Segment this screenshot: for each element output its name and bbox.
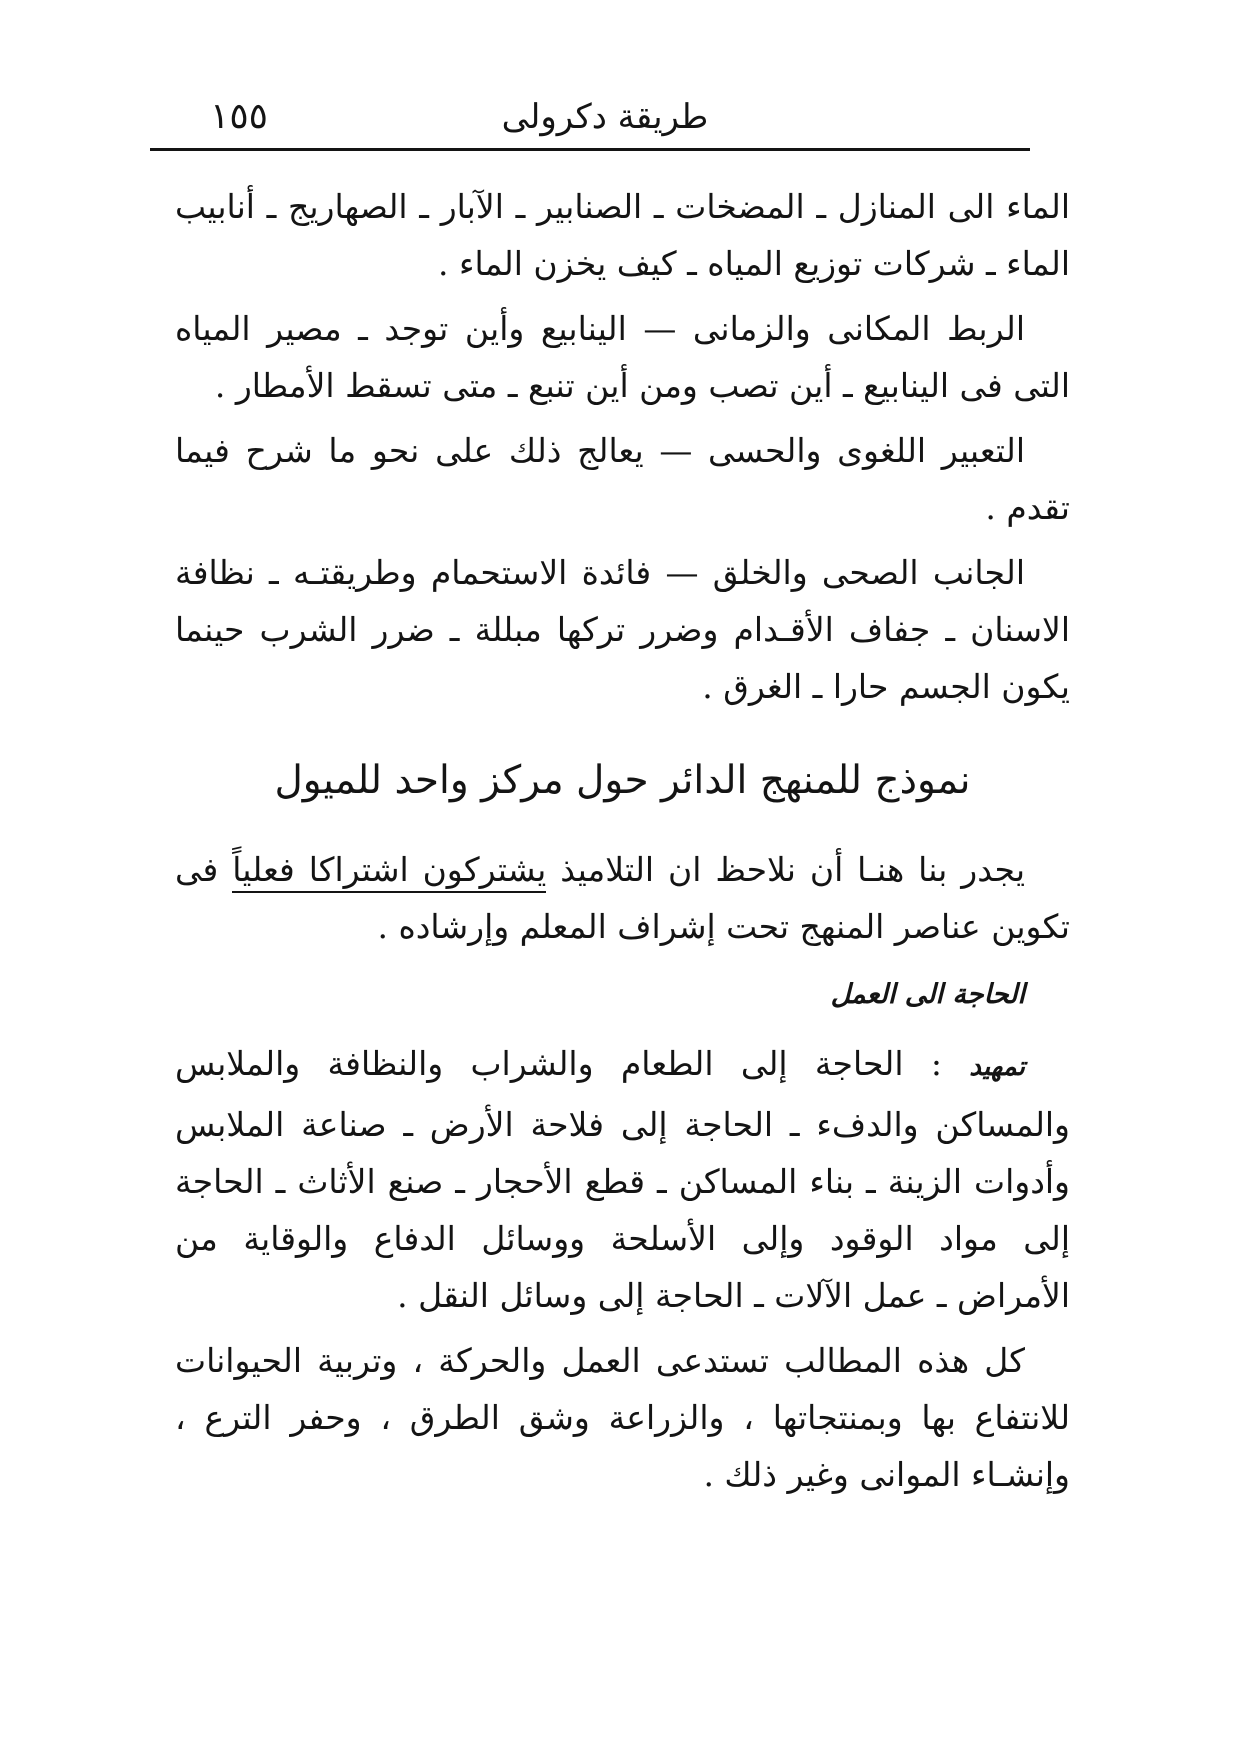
page-number: ١٥٥ [210,96,269,137]
underlined-phrase: يشتركون اشتراكا فعلياً [232,850,546,893]
handwritten-intro-word: تمهيد [969,1052,1025,1082]
running-title: طريقة دكرولى [501,97,709,137]
section-heading: نموذج للمنهج الدائر حول مركز واحد للميول [274,758,971,803]
paragraph-demands: كل هذه المطالب تستدعى العمل والحركة ، وتربية الحيوانات للانتفاع بها وبمنتجاتها ، والزراعة وشق الطرق ، وحفر الترع ، وإنشـاء الموانى وغير ذلك . [175,1341,1070,1494]
page-body [175,178,1070,1511]
needs-text: : الحاجة إلى الطعام والشراب والنظافة والملابس والمساكن والدفء ـ الحاجة إلى فلاحة الأرض ـ صناعة الملابس وأدوات الزينة ـ بناء المساكن ـ قطع الأحجار ـ صنع الأثاث ـ الحاجة إلى مواد الوقود وإلى الأسلحة ووسائل الدفاع والوقاية من الأمراض ـ عمل الآلات ـ الحاجة إلى وسائل النقل . [175,1044,1070,1315]
paragraph-expression: التعبير اللغوى والحسى — يعالج ذلك على نحو ما شرح فيما تقدم . [175,431,1070,527]
paragraph-needs [175,1035,1070,1324]
participation-text-start: يجدر بنا هنـا أن نلاحظ ان التلاميذ [546,850,1025,889]
page-header [180,92,1030,142]
paragraph-health: الجانب الصحى والخلق — فائدة الاستحمام وطريقتـه ـ نظافة الاسنان ـ جفاف الأقـدام وضرر تركها مبللة ـ ضرر الشرب حينما يكون الجسم حارا ـ الغرق . [175,553,1070,706]
header-rule [150,148,1030,151]
paragraph-spatial-temporal: الربط المكانى والزمانى — الينابيع وأين توجد ـ مصير المياه التى فى الينابيع ـ أين تصب ومن أين تنبع ـ متى تسقط الأمطار . [175,309,1070,405]
handwritten-annotation: الحاجة الى العمل [830,979,1025,1010]
paragraph-participation [175,841,1070,955]
participation-text-end: فى تكوين عناصر المنهج تحت إشراف المعلم وإرشاده . [175,850,1070,946]
paragraph-water-supply: الماء الى المنازل ـ المضخات ـ الصنابير ـ الآبار ـ الصهاريج ـ أنابيب الماء ـ شركات توزيع المياه ـ كيف يخزن الماء . [175,187,1070,283]
